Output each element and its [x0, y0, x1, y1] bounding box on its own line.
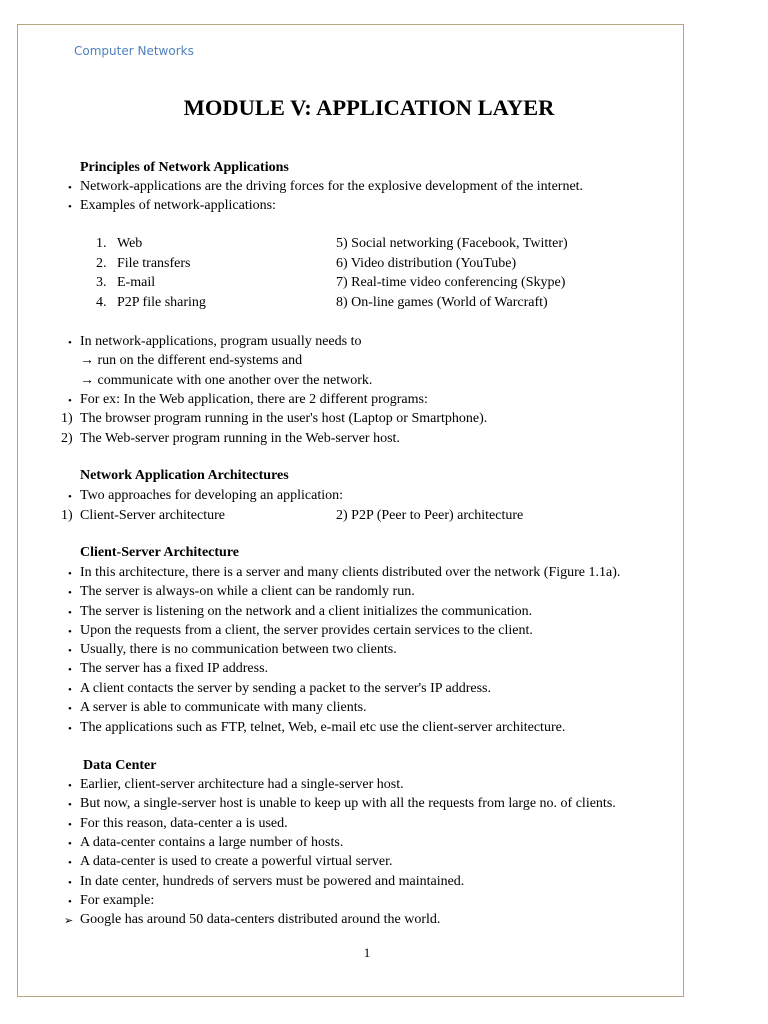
text-line: 2) P2P (Peer to Peer) architecture [336, 508, 524, 523]
list-number: 4. [96, 295, 107, 310]
text-line: A server is able to communicate with many clients. [80, 700, 367, 715]
list-number: 2. [96, 256, 107, 271]
text-line: Web [117, 236, 143, 251]
bullet-marker: • [68, 703, 72, 715]
running-header: Computer Networks [74, 44, 194, 58]
bullet-marker: • [68, 337, 72, 349]
bullet-marker: • [68, 780, 72, 792]
text-line: For example: [80, 893, 155, 908]
list-number: 3. [96, 275, 107, 290]
bullet-marker: • [68, 838, 72, 850]
text-line: Client-Server architecture [80, 508, 225, 523]
text-line: 8) On-line games (World of Warcraft) [336, 295, 548, 310]
text-line: Usually, there is no communication between two clients. [80, 642, 397, 657]
bullet-marker: • [68, 201, 72, 213]
bullet-marker: • [68, 645, 72, 657]
text-line: The server has a fixed IP address. [80, 661, 269, 676]
bullet-marker: • [68, 819, 72, 831]
text-line: File transfers [117, 256, 191, 271]
bullet-marker: • [68, 182, 72, 194]
bullet-marker: • [68, 684, 72, 696]
text-line: Examples of network-applications: [80, 198, 276, 213]
text-line: E-mail [117, 275, 156, 290]
text-line: Upon the requests from a client, the server provides certain services to the client. [80, 623, 533, 638]
section-heading: Data Center [83, 758, 157, 773]
text-line: Earlier, client-server architecture had a single-server host. [80, 777, 404, 792]
bullet-marker: ➢ [64, 915, 74, 927]
bullet-marker: • [68, 664, 72, 676]
text-line: The Web-server program running in the Web-server host. [80, 431, 400, 446]
text-line: P2P file sharing [117, 295, 206, 310]
text-line: The applications such as FTP, telnet, Web, e-mail etc use the client-server architecture. [80, 720, 566, 735]
text-line: For ex: In the Web application, there are 2 different programs: [80, 392, 428, 407]
text-line: Network-applications are the driving forces for the explosive development of the internet. [80, 179, 584, 194]
bullet-marker: • [68, 491, 72, 503]
text-line: 7) Real-time video conferencing (Skype) [336, 275, 566, 290]
list-number: 1) [61, 508, 73, 523]
text-line: The server is always-on while a client can be randomly run. [80, 584, 415, 599]
text-line: A data-center is used to create a powerful virtual server. [80, 854, 393, 869]
bullet-marker: • [68, 607, 72, 619]
text-line: 5) Social networking (Facebook, Twitter) [336, 236, 568, 251]
bullet-marker: • [68, 626, 72, 638]
section-heading: Client-Server Architecture [80, 545, 240, 560]
list-number: 2) [61, 431, 73, 446]
bullet-marker: • [68, 568, 72, 580]
text-line: 6) Video distribution (YouTube) [336, 256, 517, 271]
bullet-marker: • [68, 723, 72, 735]
section-heading: Network Application Architectures [80, 468, 289, 483]
text-line: → run on the different end-systems and [80, 353, 303, 368]
text-line: In this architecture, there is a server and many clients distributed over the network (Figure 1.1a). [80, 565, 621, 580]
text-line: In date center, hundreds of servers must be powered and maintained. [80, 874, 465, 889]
text-line: The browser program running in the user's host (Laptop or Smartphone). [80, 411, 488, 426]
section-heading: Principles of Network Applications [80, 160, 289, 175]
text-line: But now, a single-server host is unable to keep up with all the requests from large no. of clients. [80, 796, 616, 811]
text-line: In network-applications, program usually needs to [80, 334, 362, 349]
bullet-marker: • [68, 877, 72, 889]
bullet-marker: • [68, 799, 72, 811]
list-number: 1) [61, 411, 73, 426]
bullet-marker: • [68, 896, 72, 908]
page-number: 1 [363, 945, 371, 960]
text-line: Two approaches for developing an application: [80, 488, 343, 503]
bullet-marker: • [68, 587, 72, 599]
text-line: Google has around 50 data-centers distributed around the world. [80, 912, 441, 927]
bullet-marker: • [68, 395, 72, 407]
text-line: For this reason, data-center a is used. [80, 816, 288, 831]
text-line: A client contacts the server by sending a packet to the server's IP address. [80, 681, 491, 696]
page-title: MODULE V: APPLICATION LAYER [183, 95, 555, 120]
text-line: The server is listening on the network and a client initializes the communication. [80, 604, 533, 619]
text-line: → communicate with one another over the network. [80, 373, 373, 388]
list-number: 1. [96, 236, 107, 251]
text-line: A data-center contains a large number of hosts. [80, 835, 344, 850]
bullet-marker: • [68, 857, 72, 869]
